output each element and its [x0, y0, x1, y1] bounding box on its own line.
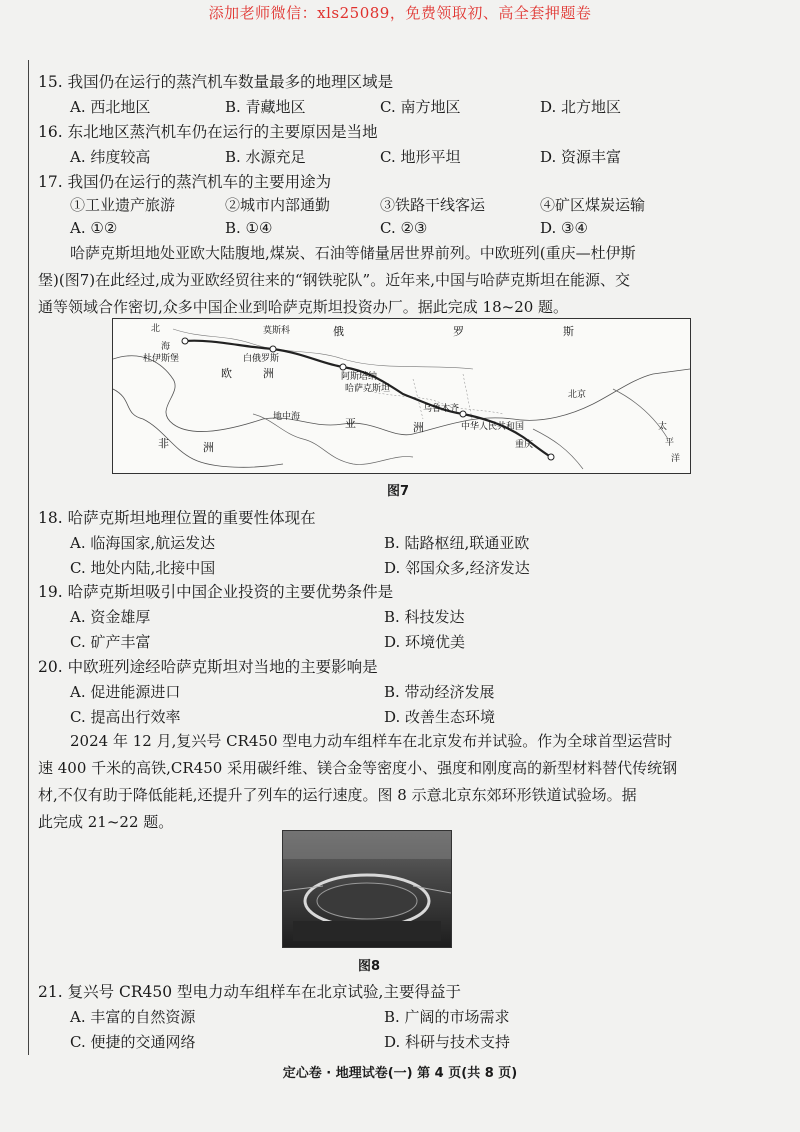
- q17-option-c[interactable]: C. ②③: [380, 219, 428, 237]
- map-label-asia-1: 亚: [345, 417, 356, 430]
- astana-dot: [340, 364, 346, 370]
- map-label-africa-1: 非: [158, 437, 169, 450]
- passage-cr450: [38, 728, 710, 836]
- question-16-stem: 16. 东北地区蒸汽机车仍在运行的主要原因是当地: [38, 123, 378, 141]
- map-label-north: 北: [151, 324, 161, 334]
- map-label-europe-2: 洲: [263, 367, 274, 380]
- map-label-belarus: 白俄罗斯: [243, 354, 280, 364]
- map-label-asia-2: 洲: [413, 421, 424, 434]
- q18-option-a[interactable]: A. 临海国家,航运发达: [70, 534, 216, 552]
- passage2-line-3: 材,不仅有助于降低能耗,还提升了列车的运行速度。图 8 示意北京东郊环形铁道试验场。据: [38, 786, 637, 804]
- q17-item-2: ②城市内部通勤: [225, 196, 331, 214]
- q19-option-a[interactable]: A. 资金雄厚: [70, 608, 151, 626]
- passage1-line-3: 通等领域合作密切,众多中国企业到哈萨克斯坦投资办厂。据此完成 18~20 题。: [38, 298, 569, 316]
- q15-option-c[interactable]: C. 南方地区: [380, 98, 461, 116]
- q15-option-b[interactable]: B. 青藏地区: [225, 98, 306, 116]
- figure-8-photo: [282, 830, 452, 948]
- q17-option-b[interactable]: B. ①④: [225, 219, 273, 237]
- map-label-pacific-3: 洋: [671, 454, 681, 464]
- figure-7-map: [112, 318, 691, 474]
- map-label-russia-3: 斯: [563, 325, 574, 338]
- passage-kazakhstan: [38, 240, 730, 321]
- q18-option-c[interactable]: C. 地处内陆,北接中国: [70, 559, 216, 577]
- q19-option-d[interactable]: D. 环境优美: [384, 633, 466, 651]
- map-label-mediterranean: 地中海: [273, 412, 301, 422]
- q17-option-d[interactable]: D. ③④: [540, 219, 588, 237]
- q16-option-b[interactable]: B. 水源充足: [225, 148, 306, 166]
- q16-option-c[interactable]: C. 地形平坦: [380, 148, 461, 166]
- map-label-russia-2: 罗: [453, 325, 464, 338]
- map-svg: [113, 319, 690, 473]
- q21-option-a[interactable]: A. 丰富的自然资源: [70, 1008, 196, 1026]
- q20-option-d[interactable]: D. 改善生态环境: [384, 708, 496, 726]
- q21-option-c[interactable]: C. 便捷的交通网络: [70, 1033, 196, 1051]
- q17-item-1: ①工业遗产旅游: [70, 196, 176, 214]
- q21-option-d[interactable]: D. 科研与技术支持: [384, 1033, 511, 1051]
- duisburg-dot: [182, 338, 188, 344]
- q18-option-b[interactable]: B. 陆路枢纽,联通亚欧: [384, 534, 530, 552]
- map-label-chongqing: 重庆: [515, 440, 534, 450]
- question-19-stem: 19. 哈萨克斯坦吸引中国企业投资的主要优势条件是: [38, 583, 394, 601]
- map-label-russia-1: 俄: [333, 325, 344, 338]
- passage2-line-4: 此完成 21~22 题。: [38, 813, 174, 831]
- map-label-moscow: 莫斯科: [263, 326, 291, 336]
- chongqing-dot: [548, 454, 554, 460]
- map-label-astana: 阿斯塔纳: [341, 372, 378, 382]
- q17-item-4: ④矿区煤炭运输: [540, 196, 646, 214]
- q19-option-c[interactable]: C. 矿产丰富: [70, 633, 151, 651]
- map-label-kazakhstan: 哈萨克斯坦: [345, 384, 391, 394]
- q21-option-b[interactable]: B. 广阔的市场需求: [384, 1008, 510, 1026]
- map-label-pacific-1: 太: [658, 422, 668, 432]
- q17-item-3: ③铁路干线客运: [380, 196, 486, 214]
- figure-8-caption: 图8: [358, 959, 381, 974]
- question-17-stem: 17. 我国仍在运行的蒸汽机车的主要用途为: [38, 173, 332, 191]
- q18-option-d[interactable]: D. 邻国众多,经济发达: [384, 559, 530, 577]
- q16-option-d[interactable]: D. 资源丰富: [540, 148, 622, 166]
- map-label-urumqi: 乌鲁木齐: [423, 404, 460, 414]
- question-15-stem: 15. 我国仍在运行的蒸汽机车数量最多的地理区域是: [38, 73, 394, 91]
- passage2-line-2: 速 400 千米的高铁,CR450 采用碳纤维、镁合金等密度小、强度和刚度高的新型材料替代传统钢: [38, 759, 678, 777]
- map-label-pacific-2: 平: [665, 438, 675, 448]
- q16-option-a[interactable]: A. 纬度较高: [70, 148, 151, 166]
- q17-option-a[interactable]: A. ①②: [70, 219, 118, 237]
- passage2-line-1: 2024 年 12 月,复兴号 CR450 型电力动车组样车在北京发布并试验。作为全球首型运营时: [70, 732, 673, 750]
- page-footer: 定心卷 · 地理试卷(一) 第 4 页(共 8 页): [282, 1066, 518, 1081]
- q20-option-a[interactable]: A. 促进能源进口: [70, 683, 181, 701]
- passage1-line-2: 堡)(图7)在此经过,成为亚欧经贸往来的“钢铁驼队”。近年来,中国与哈萨克斯坦在能源、交: [38, 271, 630, 289]
- map-label-duisburg: 杜伊斯堡: [143, 354, 180, 364]
- margin-line: [28, 60, 29, 1055]
- q15-option-d[interactable]: D. 北方地区: [540, 98, 622, 116]
- promo-banner: 添加老师微信：xls25089，免费领取初、高全套押题卷: [208, 4, 592, 22]
- map-label-africa-2: 洲: [203, 441, 214, 454]
- map-label-china: 中华人民共和国: [461, 422, 525, 432]
- q20-option-c[interactable]: C. 提高出行效率: [70, 708, 181, 726]
- map-label-europe-1: 欧: [221, 367, 232, 380]
- map-label-beijing: 北京: [568, 390, 587, 400]
- map-label-baltic: 海: [161, 342, 171, 352]
- question-20-stem: 20. 中欧班列途经哈萨克斯坦对当地的主要影响是: [38, 658, 378, 676]
- q15-option-a[interactable]: A. 西北地区: [70, 98, 151, 116]
- question-18-stem: 18. 哈萨克斯坦地理位置的重要性体现在: [38, 509, 316, 527]
- q19-option-b[interactable]: B. 科技发达: [384, 608, 465, 626]
- question-21-stem: 21. 复兴号 CR450 型电力动车组样车在北京试验,主要得益于: [38, 983, 461, 1001]
- belarus-dot: [270, 346, 276, 352]
- passage1-line-1: 哈萨克斯坦地处亚欧大陆腹地,煤炭、石油等储量居世界前列。中欧班列(重庆—杜伊斯: [70, 244, 636, 262]
- figure-7-caption: 图7: [387, 484, 410, 499]
- urumqi-dot: [460, 411, 466, 417]
- photo-svg: [283, 831, 451, 947]
- q20-option-b[interactable]: B. 带动经济发展: [384, 683, 495, 701]
